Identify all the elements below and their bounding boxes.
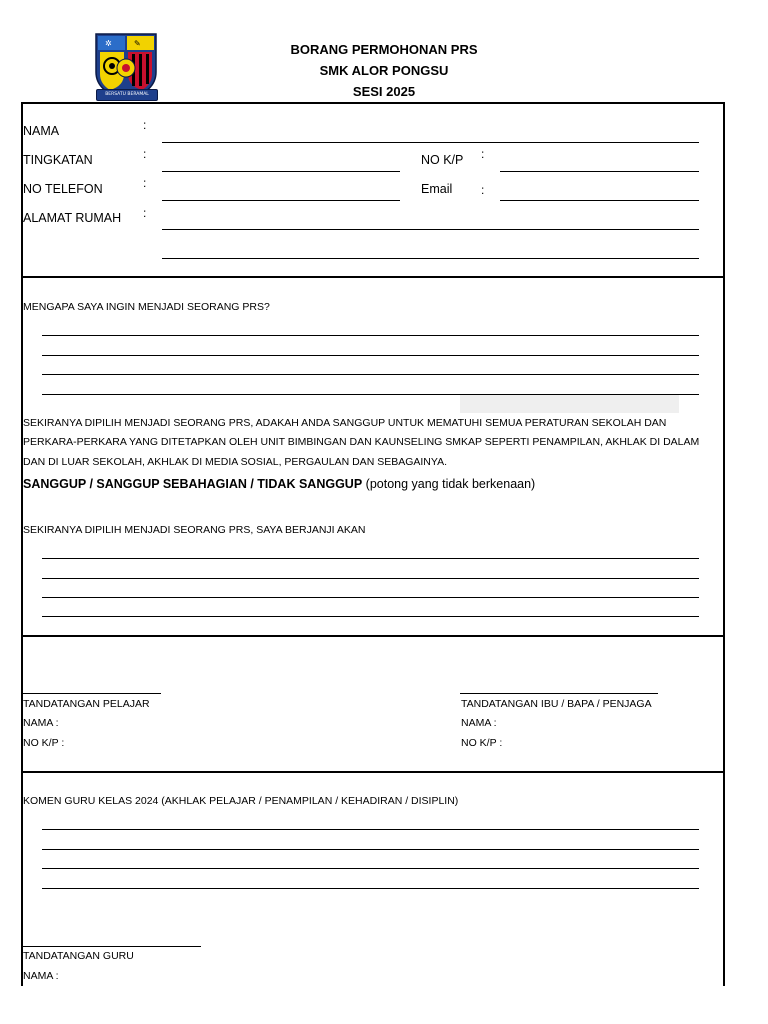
field-alamat-line-2[interactable] bbox=[162, 258, 699, 259]
label-no-kp: NO K/P bbox=[421, 153, 464, 167]
answer-line[interactable] bbox=[42, 335, 699, 336]
label-alamat: ALAMAT RUMAH bbox=[23, 211, 122, 225]
section-divider-3 bbox=[21, 771, 725, 773]
teacher-comment-label: KOMEN GURU KELAS 2024 (AKHLAK PELAJAR / PENAMPILAN / KEHADIRAN / DISIPLIN) bbox=[23, 795, 459, 807]
teacher-signature-line[interactable] bbox=[23, 946, 201, 947]
answer-line[interactable] bbox=[42, 578, 699, 579]
question-compliance-line-1: SEKIRANYA DIPILIH MENJADI SEORANG PRS, ADAKAH ANDA SANGGUP UNTUK MEMATUHI SEMUA PERATURAN SEKOLAH DAN bbox=[23, 417, 667, 429]
field-tingkatan[interactable] bbox=[162, 171, 400, 172]
label-no-telefon: NO TELEFON bbox=[23, 182, 103, 196]
colon-email: : bbox=[481, 183, 485, 197]
question-promise: SEKIRANYA DIPILIH MENJADI SEORANG PRS, SAYA BERJANJI AKAN bbox=[23, 524, 366, 536]
student-nama-label: NAMA : bbox=[23, 717, 59, 729]
comment-line[interactable] bbox=[42, 829, 699, 830]
colon-nama: : bbox=[143, 118, 147, 132]
field-no-kp[interactable] bbox=[500, 171, 699, 172]
question-compliance-line-3: DAN DI LUAR SEKOLAH, AKHLAK DI MEDIA SOSIAL, PERGAULAN DAN SEBAGAINYA. bbox=[23, 456, 448, 468]
logo-ribbon: BERSATU BERAMAL bbox=[96, 89, 158, 101]
parent-nama-label: NAMA : bbox=[461, 717, 497, 729]
answer-line[interactable] bbox=[42, 597, 699, 598]
school-name: SMK ALOR PONGSU bbox=[319, 63, 449, 78]
question-why-prs: MENGAPA SAYA INGIN MENJADI SEORANG PRS? bbox=[23, 301, 270, 313]
form-title: BORANG PERMOHONAN PRS bbox=[290, 42, 478, 57]
form-top-border bbox=[21, 102, 725, 104]
form-right-border bbox=[723, 102, 725, 986]
colon-no-telefon: : bbox=[143, 176, 147, 190]
colon-tingkatan: : bbox=[143, 147, 147, 161]
comment-line[interactable] bbox=[42, 888, 699, 889]
field-email[interactable] bbox=[500, 200, 699, 201]
label-email: Email bbox=[421, 182, 453, 196]
label-nama: NAMA bbox=[23, 124, 60, 138]
colon-alamat: : bbox=[143, 206, 147, 220]
student-signature-line[interactable] bbox=[23, 693, 161, 694]
teacher-signature-label: TANDATANGAN GURU bbox=[23, 950, 134, 962]
svg-text:✎: ✎ bbox=[134, 39, 141, 48]
comment-line[interactable] bbox=[42, 868, 699, 869]
label-tingkatan: TINGKATAN bbox=[23, 153, 93, 167]
field-nama[interactable] bbox=[162, 142, 699, 143]
form-left-border bbox=[21, 102, 23, 986]
answer-line[interactable] bbox=[42, 355, 699, 356]
student-no-kp-label: NO K/P : bbox=[23, 737, 65, 749]
field-alamat-line-1[interactable] bbox=[162, 229, 699, 230]
session: SESI 2025 bbox=[352, 84, 416, 99]
teacher-nama-label: NAMA : bbox=[23, 970, 59, 982]
consent-choices: SANGGUP / SANGGUP SEBAHAGIAN / TIDAK SANGGUP bbox=[23, 477, 363, 491]
parent-signature-line[interactable] bbox=[460, 693, 658, 694]
answer-line[interactable] bbox=[42, 616, 699, 617]
consent-options[interactable] bbox=[23, 477, 535, 491]
answer-line[interactable] bbox=[42, 374, 699, 375]
answer-line[interactable] bbox=[42, 558, 699, 559]
comment-line[interactable] bbox=[42, 849, 699, 850]
question-compliance-line-2: PERKARA-PERKARA YANG DITETAPKAN OLEH UNIT BIMBINGAN DAN KAUNSELING SMKAP SEPERTI PENAMPILAN, AKHLAK DI DALAM bbox=[23, 436, 700, 448]
parent-no-kp-label: NO K/P : bbox=[461, 737, 503, 749]
colon-no-kp: : bbox=[481, 147, 485, 161]
section-divider-1 bbox=[21, 276, 725, 278]
consent-note: (potong yang tidak berkenaan) bbox=[365, 477, 536, 491]
field-no-telefon[interactable] bbox=[162, 200, 400, 201]
section-divider-2 bbox=[21, 635, 725, 637]
parent-signature-label: TANDATANGAN IBU / BAPA / PENJAGA bbox=[461, 698, 652, 710]
shaded-cell bbox=[460, 395, 679, 413]
student-signature-label: TANDATANGAN PELAJAR bbox=[23, 698, 150, 710]
svg-text:✲: ✲ bbox=[105, 39, 112, 48]
